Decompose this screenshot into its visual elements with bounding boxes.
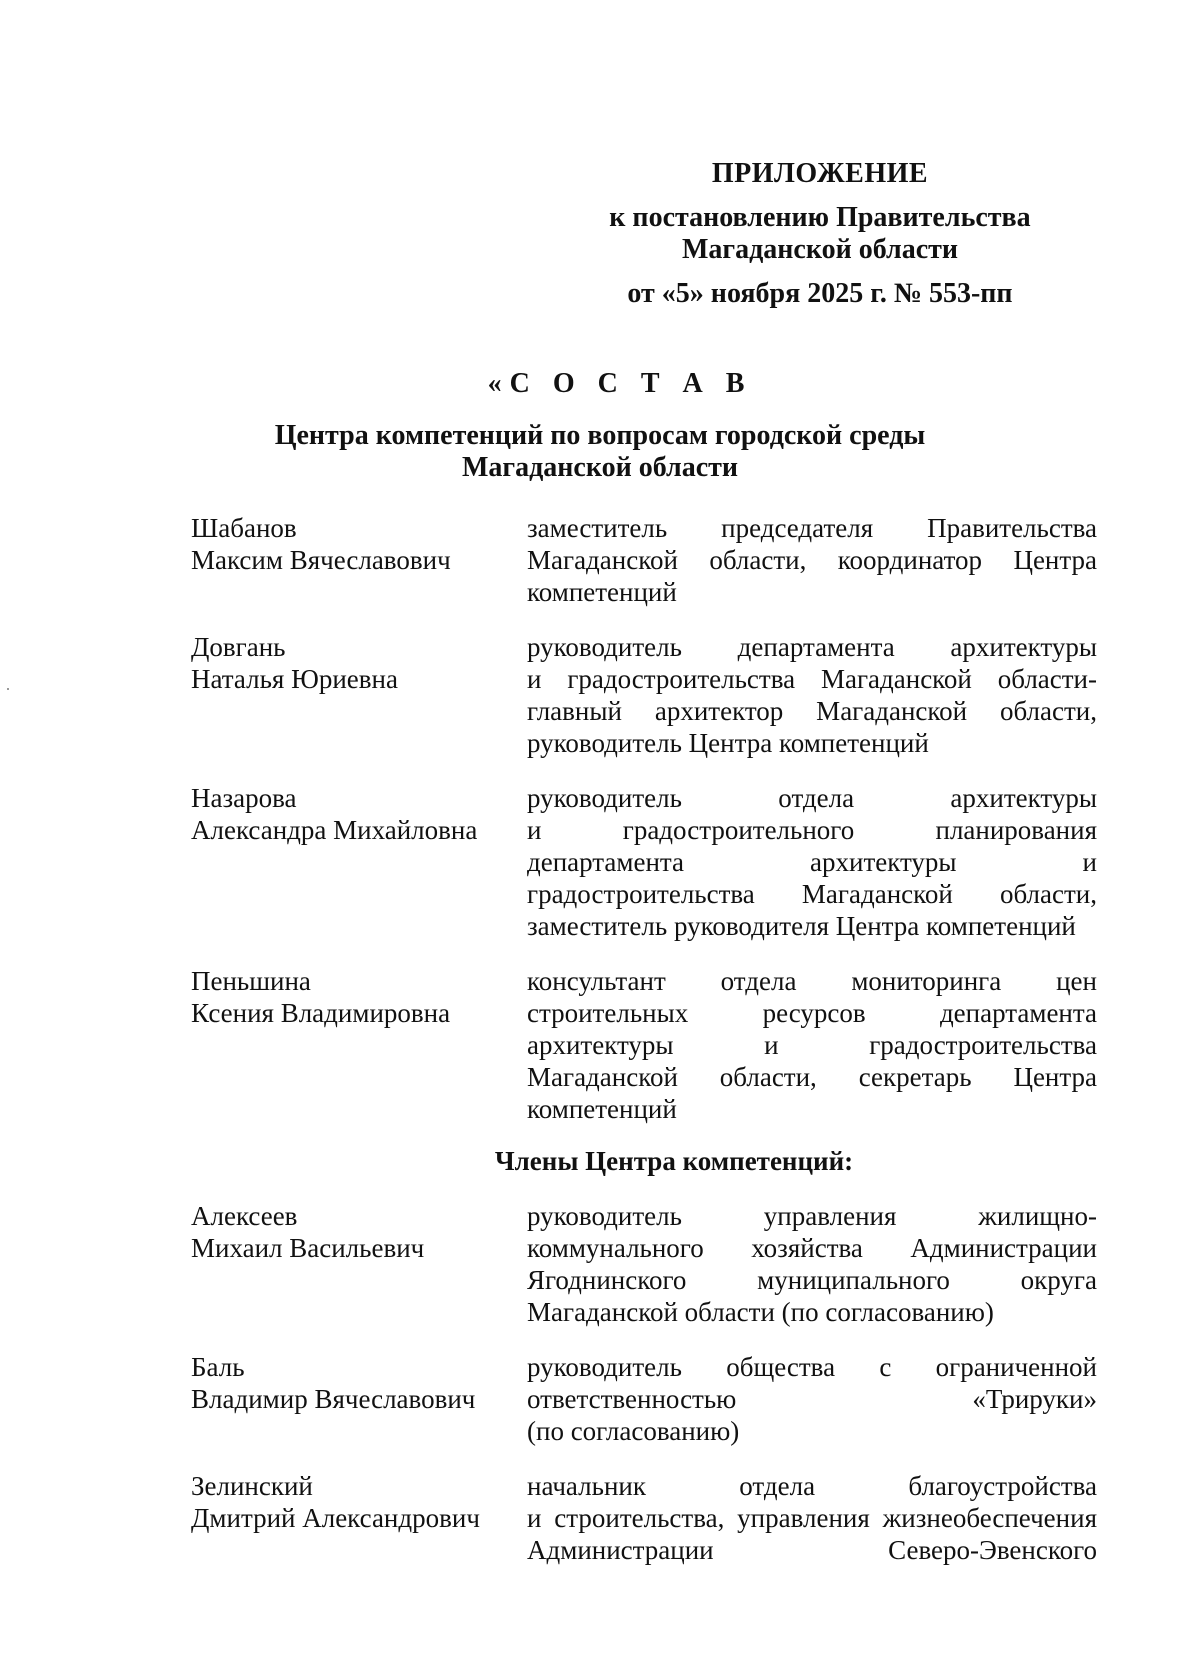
role-line: ответственностью «Трируки»	[527, 1384, 1097, 1414]
appendix-header	[560, 158, 1080, 310]
person-surname: Шабанов	[191, 513, 297, 543]
appendix-ref-line-2: Магаданской области	[681, 234, 959, 265]
person-surname: Назарова	[191, 783, 297, 813]
role-line: градостроительства Магаданской области,	[527, 879, 1097, 909]
role-line: Магаданской области, координатор Центра	[527, 545, 1097, 575]
list-item	[191, 512, 1097, 608]
person-surname: Зелинский	[191, 1471, 313, 1501]
role-line: руководитель управления жилищно-	[527, 1201, 1097, 1231]
role-line: коммунального хозяйства Администрации	[527, 1233, 1097, 1263]
person-role	[527, 512, 1097, 608]
person-role	[527, 782, 1097, 942]
person-surname: Баль	[191, 1352, 245, 1382]
appendix-reference	[560, 202, 1080, 266]
role-line: (по согласованию)	[527, 1416, 740, 1446]
person-role	[527, 631, 1097, 759]
list-item	[191, 631, 1097, 759]
person-role	[527, 965, 1097, 1125]
person-surname: Довгань	[191, 632, 286, 662]
person-given-names: Михаил Васильевич	[191, 1233, 425, 1263]
role-line: строительных ресурсов департамента	[527, 998, 1097, 1028]
person-name	[191, 1470, 527, 1566]
role-line: и градостроительства Магаданской области-	[527, 664, 1097, 694]
person-name	[191, 631, 527, 759]
role-line: руководитель департамента архитектуры	[527, 632, 1097, 662]
role-line: и строительства, управления жизнеобеспечения	[527, 1503, 1097, 1533]
person-surname: Пеньшина	[191, 966, 311, 996]
role-line: руководитель отдела архитектуры	[527, 783, 1097, 813]
person-given-names: Александра Михайловна	[191, 815, 478, 845]
role-line: Ягоднинского муниципального округа	[527, 1265, 1097, 1295]
role-line: консультант отдела мониторинга цен	[527, 966, 1097, 996]
role-line: заместитель руководителя Центра компетенций	[527, 911, 1076, 941]
composition-subtitle-line-1: Центра компетенций по вопросам городской среды	[274, 420, 926, 451]
composition-subtitle-line-2: Магаданской области	[461, 452, 739, 483]
person-given-names: Наталья Юриевна	[191, 664, 398, 694]
person-given-names: Дмитрий Александрович	[191, 1503, 480, 1533]
person-given-names: Максим Вячеславович	[191, 545, 451, 575]
role-line: Магаданской области (по согласованию)	[527, 1297, 994, 1327]
list-item	[191, 1351, 1097, 1447]
composition-heading	[0, 368, 1200, 484]
list-item	[191, 782, 1097, 942]
person-given-names: Владимир Вячеславович	[191, 1384, 476, 1414]
role-line: компетенций	[527, 577, 677, 607]
person-given-names: Ксения Владимировна	[191, 998, 451, 1028]
appendix-date-number: от «5» ноября 2025 г. № 553-пп	[627, 278, 1013, 309]
role-line: заместитель председателя Правительства	[527, 513, 1097, 543]
role-line: Магаданской области, секретарь Центра	[527, 1062, 1097, 1092]
appendix-ref-line-1: к постановлению Правительства	[609, 202, 1031, 233]
role-line: начальник отдела благоустройства	[527, 1471, 1097, 1501]
role-line: департамента архитектуры и	[527, 847, 1097, 877]
list-item	[191, 1200, 1097, 1328]
person-name	[191, 1200, 527, 1328]
person-role	[527, 1200, 1097, 1328]
list-item	[191, 1470, 1097, 1566]
person-name	[191, 512, 527, 608]
appendix-title: ПРИЛОЖЕНИЕ	[711, 158, 929, 189]
person-name	[191, 1351, 527, 1447]
composition-title: «С О С Т А В	[487, 368, 753, 399]
member-list	[191, 512, 1097, 1566]
role-line: главный архитектор Магаданской области,	[527, 696, 1097, 726]
person-name	[191, 782, 527, 942]
person-role	[527, 1351, 1097, 1447]
role-line: руководитель общества с ограниченной	[527, 1352, 1097, 1382]
role-line: руководитель Центра компетенций	[527, 728, 929, 758]
scan-speck	[7, 688, 9, 690]
person-role	[527, 1470, 1097, 1566]
role-line: и градостроительного планирования	[527, 815, 1097, 845]
person-name	[191, 965, 527, 1125]
role-line: Администрации Северо-Эвенского	[527, 1535, 1097, 1565]
role-line: компетенций	[527, 1094, 677, 1124]
person-surname: Алексеев	[191, 1201, 298, 1231]
members-heading: Члены Центра компетенций:	[494, 1146, 854, 1176]
role-line: архитектуры и градостроительства	[527, 1030, 1097, 1060]
list-item	[191, 965, 1097, 1125]
